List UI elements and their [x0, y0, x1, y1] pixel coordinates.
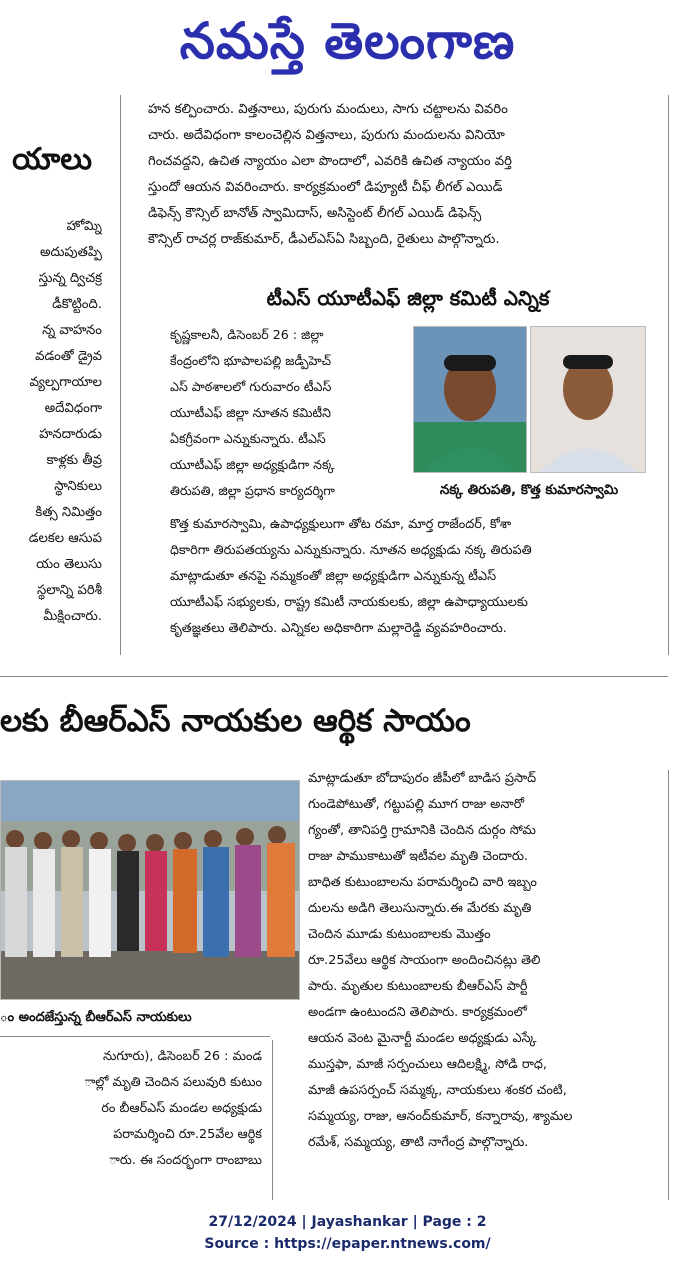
- text-line: యూటీఎఫ్ జిల్లా అధ్యక్షుడిగా నక్క: [170, 457, 335, 472]
- text-line: ముస్తఫా, మాజీ సర్పంచులు ఆదిలక్ష్మి, సోడి రాధ,: [308, 1057, 547, 1072]
- column-divider: [668, 770, 669, 1200]
- text-line: అదేవిధంగా: [44, 401, 102, 416]
- text-line: స్థలాన్ని పరిశీ: [36, 583, 102, 598]
- text-line: యూటీఎఫ్ జిల్లా నూతన కమిటీని: [170, 405, 331, 420]
- left-headline-fragment: యాలు: [12, 142, 92, 177]
- text-line: మీక్షించారు.: [43, 609, 102, 624]
- column-divider: [272, 1040, 273, 1200]
- article-intro: [148, 97, 668, 253]
- text-line: కృష్ణకాలనీ, డిసెంబర్ 26 : జిల్లా: [170, 327, 324, 342]
- text-line: అదుపుతప్పి: [40, 245, 102, 260]
- text-line: కిత్స నిమిత్తం: [35, 505, 102, 520]
- text-line: బాధిత కుటుంబాలను పరామర్శించి వారి ఇబ్బం: [308, 875, 537, 890]
- text-line: పారు. మృతుల కుటుంబాలకు బీఆర్ఎస్ పార్టీ: [308, 979, 528, 994]
- text-line: హన కల్పించారు. విత్తనాలు, పురుగు మందులు, సాగు చట్టాలను వివరిం: [148, 102, 508, 117]
- text-line: డలకల ఆసుప: [28, 531, 102, 546]
- text-line: గుండెపోటుతో, గట్టుపల్లి మూగ రాజు అనారో: [308, 797, 524, 812]
- text-line: ధికారిగా తిరుపతయ్యను ఎన్నుకున్నారు. నూతన అధ్యక్షుడు నక్క తిరుపతి: [170, 543, 532, 558]
- text-line: ారు. ఈ సందర్భంగా రాంబాబు: [109, 1153, 262, 1168]
- utf-story-narrow: [170, 322, 408, 504]
- masthead-title: నమస్తే తెలంగాణ: [179, 12, 516, 70]
- portrait-photo-2: [530, 326, 646, 473]
- left-column-text: [0, 214, 102, 630]
- text-line: పరామర్శించి రూ.25వేల ఆర్థిక: [113, 1127, 262, 1142]
- text-line: మాజీ ఉపసర్పంచ్ సమ్మక్క, నాయకులు శంకర చంటి,: [308, 1083, 567, 1098]
- text-line: స్తున్న ద్విచక్ర: [38, 271, 102, 286]
- utf-story-wide: [170, 512, 668, 642]
- section-divider: [0, 676, 668, 677]
- text-line: వడంతో డ్రైవ: [35, 349, 102, 364]
- footer: [0, 1211, 695, 1255]
- text-line: కాళ్లకు తీవ్ర: [46, 453, 102, 468]
- text-line: హోమ్ని: [66, 219, 102, 234]
- text-line: స్తుందో ఆయన వివరించారు. కార్యక్రమంలో డిప్యూటీ చీఫ్ లీగల్ ఎయిడ్: [148, 180, 503, 195]
- text-line: హనదారుడు: [39, 427, 102, 442]
- text-line: యూటీఎఫ్ సభ్యులకు, రాష్ట్ర కమిటీ నాయకులకు, జిల్లా ఉపాధ్యాయులకు: [170, 595, 528, 610]
- footer-source-link[interactable]: Source : https://epaper.ntnews.com/: [204, 1236, 491, 1252]
- column-divider: [668, 95, 669, 655]
- text-line: కొత్త కుమారస్వామి, ఉపాధ్యక్షులుగా తోట రమా, మార్త రాజేందర్, కోశా: [170, 517, 512, 532]
- text-line: అండగా ఉంటుందని తెలిపారు. కార్యక్రమంలో: [308, 1005, 527, 1020]
- text-line: తిరుపతి, జిల్లా ప్రధాన కార్యదర్శిగా: [170, 483, 335, 498]
- text-line: ాల్లో మృతి చెందిన పలువురి కుటుం: [84, 1075, 262, 1090]
- text-line: సమ్మయ్య, రాజు, ఆనంద్‌కుమార్, కన్నారావు, శ్యామల: [308, 1109, 573, 1124]
- portrait-caption: నక్క తిరుపతి, కొత్త కుమారస్వామి: [439, 482, 619, 498]
- text-line: ఆయన వెంట మైనార్టీ మండల అధ్యక్షుడు ఎస్కే: [308, 1031, 537, 1046]
- text-line: మాట్లాడుతూ బోదాపురం జీపీలో బాడిస ప్రసాద్: [308, 771, 537, 786]
- text-line: చారు. అదేవిధంగా కాలంచెల్లిన విత్తనాలు, పురుగు మందులను వినియో: [148, 128, 505, 143]
- text-line: రాజు పాముకాటుతో ఇటీవల మృతి చెందారు.: [308, 849, 528, 864]
- text-line: కృతజ్ఞతలు తెలిపారు. ఎన్నికల అధికారిగా మల్లారెడ్డి వ్యవహరించారు.: [170, 621, 507, 636]
- text-line: రూ.25వేలు ఆర్థిక సాయంగా అందించినట్లు తెలి: [308, 953, 541, 968]
- text-line: యం తెలుసు: [36, 557, 102, 572]
- text-line: రం బీఆర్ఎస్ మండల అధ్యక్షుడు: [101, 1101, 262, 1116]
- text-line: డిఫెన్స్ కౌన్సిల్ బానోత్ స్వామిదాస్, అసిస్టెంట్ లీగల్ ఎయిడ్ డిఫెన్స్: [148, 206, 482, 221]
- text-line: దులను అడిగి తెలుసున్నారు.ఈ మేరకు మృతి: [308, 901, 532, 916]
- column-divider: [120, 95, 121, 655]
- group-photo-caption: ం అందజేస్తున్న బీఆర్ఎస్ నాయకులు: [0, 1010, 192, 1025]
- text-line: రమేశ్, సమ్మయ్య, తాటి నాగేంద్ర పాల్గొన్నారు.: [308, 1135, 529, 1150]
- brs-story-left: [0, 1044, 262, 1174]
- text-line: కేంద్రంలోని భూపాలపల్లి జడ్పీహెచ్: [170, 353, 332, 368]
- text-line: గించవద్దని, ఉచిత న్యాయం ఎలా పొందాలో, ఎవరికి ఉచిత న్యాయం వర్తి: [148, 154, 512, 169]
- utf-headline: టీఎస్ యూటీఎఫ్ జిల్లా కమిటీ ఎన్నిక: [266, 286, 550, 310]
- text-line: ఏకగ్రీవంగా ఎన్నుకున్నారు. టీఎస్: [170, 431, 326, 446]
- text-line: డీకొట్టింది.: [52, 297, 102, 312]
- text-line: నుగూరు), డిసెంబర్ 26 : మండ: [103, 1049, 262, 1064]
- text-line: వ్యల్పగాయాల: [29, 375, 102, 390]
- text-line: గ్యంతో, తానిపర్తి గ్రామానికి చెందిన దుర్గం సోమ: [308, 823, 536, 838]
- brs-story-right: [308, 766, 670, 1156]
- group-photo: [0, 780, 300, 1000]
- text-line: న్న వాహనం: [42, 323, 102, 338]
- text-line: ఎస్ పాఠశాలలో గురువారం టీఎస్: [170, 379, 332, 394]
- text-line: కౌన్సిల్ రాచర్ల రాజ్‌కుమార్, డీఎల్ఎస్ఏ సిబ్బంది, రైతులు పాల్గొన్నారు.: [148, 232, 500, 247]
- text-line: చెందిన మూడు కుటుంబాలకు మొత్తం: [308, 927, 491, 942]
- text-line: మాట్లాడుతూ తనపై నమ్మకంతో జిల్లా అధ్యక్షుడిగా ఎన్నుకున్న టీఎస్: [170, 569, 497, 584]
- portrait-photo-1: [413, 326, 527, 473]
- brs-headline: లకు బీఆర్ఎస్ నాయకుల ఆర్థిక సాయం: [0, 703, 471, 739]
- caption-divider: [0, 1036, 270, 1037]
- text-line: స్థానికులు: [54, 479, 102, 494]
- footer-date-edition: 27/12/2024 | Jayashankar | Page : 2: [208, 1214, 487, 1230]
